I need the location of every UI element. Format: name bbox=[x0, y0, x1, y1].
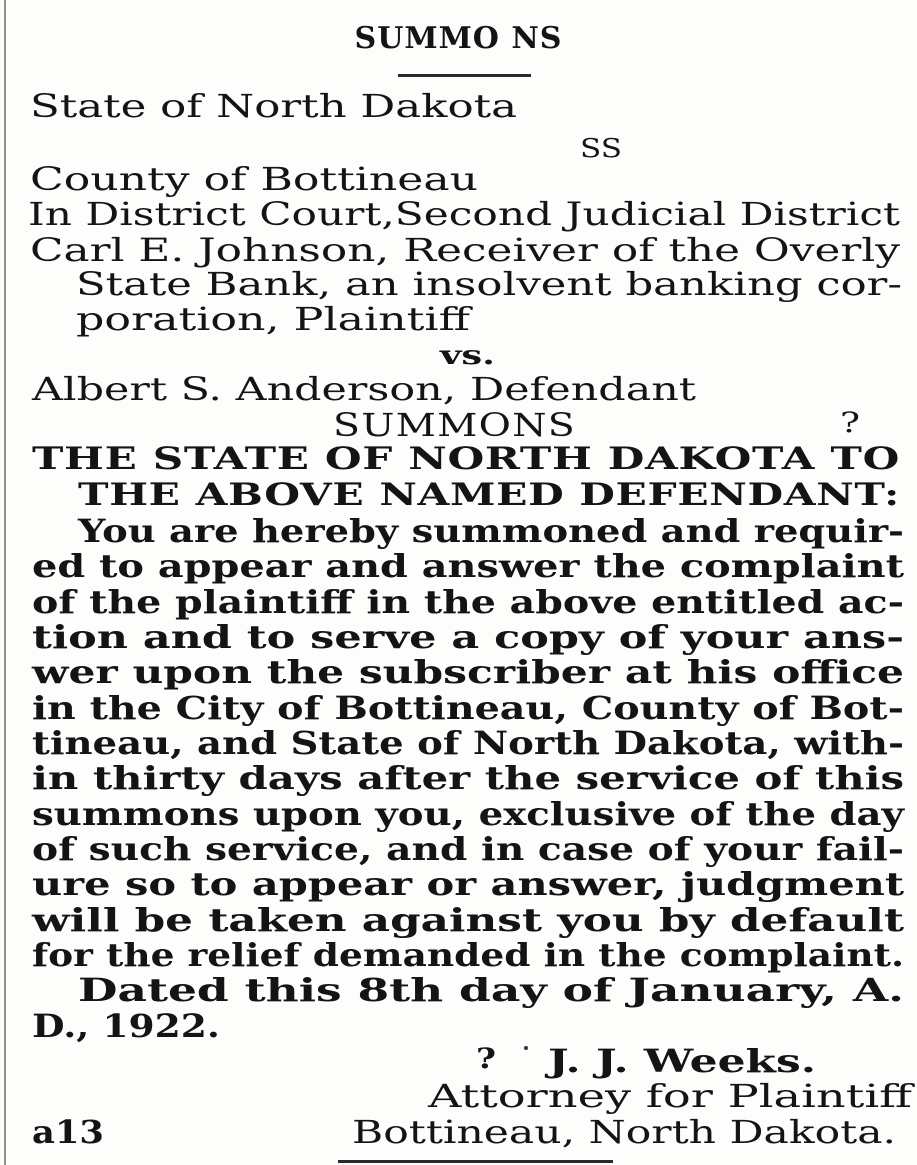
venue-ss: SS bbox=[580, 134, 622, 164]
body-line-13: for the relief demanded in the complaint. bbox=[32, 936, 904, 974]
body-line-12: will be taken against you by default bbox=[32, 901, 905, 939]
body-line-1: You are hereby summoned and requir- bbox=[78, 512, 904, 550]
signature-location: Bottineau, North Dakota. bbox=[352, 1113, 896, 1151]
notice-title: SUMMO NS bbox=[354, 21, 563, 56]
body-line-11: ure so to appear or answer, judgment bbox=[32, 865, 904, 903]
dated-line-1: Dated this 8th day of January, A. bbox=[78, 971, 904, 1009]
venue-state: State of North Dakota bbox=[30, 87, 517, 125]
body-line-2: ed to appear and answer the complaint bbox=[32, 547, 905, 585]
summons-heading-mark: ? bbox=[840, 406, 860, 439]
column-rule bbox=[4, 0, 6, 1165]
venue-county: County of Bottineau bbox=[30, 160, 478, 198]
ink-speck bbox=[524, 1046, 528, 1050]
plaintiff-line-2: State Bank, an insolvent banking cor- bbox=[76, 265, 902, 303]
plaintiff-line-1: Carl E. Johnson, Receiver of the Overly bbox=[30, 231, 900, 269]
body-line-10: of such service, and in case of your fail- bbox=[32, 830, 904, 868]
signature-mark: ? bbox=[476, 1042, 496, 1075]
signature-name: J. J. Weeks. bbox=[548, 1042, 816, 1080]
body-line-9: summons upon you, exclusive of the day bbox=[32, 795, 904, 833]
versus: vs. bbox=[440, 341, 495, 371]
address-line-1: THE STATE OF NORTH DAKOTA TO bbox=[32, 441, 900, 477]
title-underline bbox=[398, 74, 531, 77]
body-line-3: of the plaintiff in the above entitled ac- bbox=[32, 583, 904, 621]
bottom-rule bbox=[338, 1160, 613, 1163]
body-line-4: tion and to serve a copy of your ans- bbox=[32, 618, 904, 656]
body-line-8: in thirty days after the service of this bbox=[32, 759, 904, 797]
defendant-line: Albert S. Anderson, Defendant bbox=[32, 370, 696, 408]
body-line-5: wer upon the subscriber at his office bbox=[32, 653, 904, 691]
dated-line-2: D., 1922. bbox=[32, 1007, 220, 1045]
body-line-7: tineau, and State of North Dakota, with- bbox=[32, 724, 904, 762]
body-line-6: in the City of Bottineau, County of Bot- bbox=[32, 689, 904, 727]
plaintiff-line-3: poration, Plaintiff bbox=[76, 300, 470, 338]
venue-court: In District Court,Second Judicial District bbox=[28, 195, 900, 233]
footer-code: a13 bbox=[32, 1113, 104, 1151]
address-line-2: THE ABOVE NAMED DEFENDANT: bbox=[78, 477, 900, 513]
signature-role: Attorney for Plaintiff bbox=[428, 1077, 912, 1115]
summons-heading: SUMMONS bbox=[333, 406, 576, 444]
